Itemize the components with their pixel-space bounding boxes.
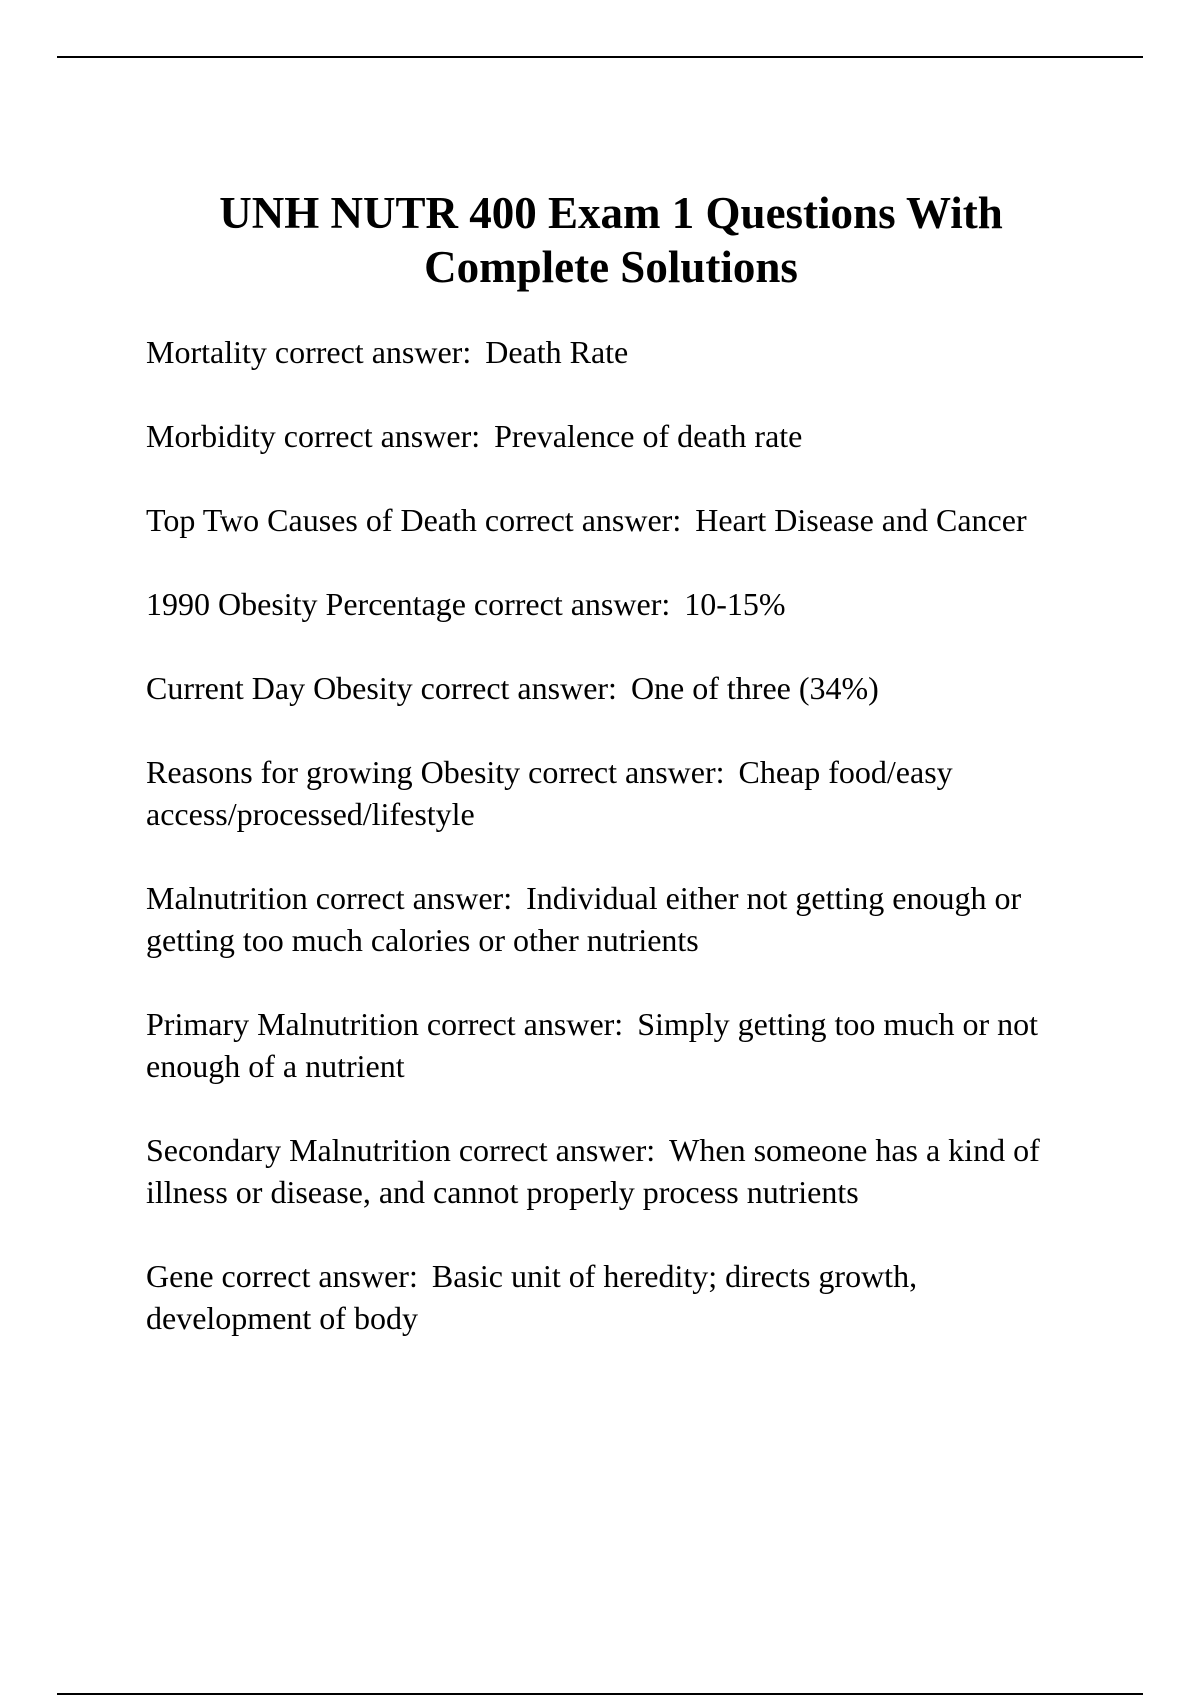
- qa-answer: Cheap food/easy access/processed/lifestyle: [146, 754, 953, 832]
- qa-answer: Basic unit of heredity; directs growth, development of body: [146, 1258, 918, 1336]
- qa-term: Reasons for growing Obesity: [146, 754, 521, 790]
- qa-answer-label: correct answer:: [484, 502, 682, 538]
- document-page: [146, 186, 1076, 1381]
- qa-term: Secondary Malnutrition: [146, 1132, 451, 1168]
- qa-answer-label: correct answer:: [221, 1258, 418, 1294]
- qa-item: [146, 331, 1076, 373]
- qa-answer-label: correct answer:: [458, 1132, 656, 1168]
- bottom-rule: [57, 1693, 1143, 1695]
- qa-term: 1990 Obesity Percentage: [146, 586, 466, 622]
- qa-answer: 10-15%: [684, 586, 786, 622]
- qa-term: Primary Malnutrition: [146, 1006, 419, 1042]
- qa-term: Mortality: [146, 334, 267, 370]
- qa-item: [146, 877, 1076, 961]
- document-title: UNH NUTR 400 Exam 1 Questions With Complete Solutions: [219, 188, 1003, 292]
- qa-item: [146, 1129, 1076, 1213]
- qa-answer: Simply getting too much or not enough of a nutrient: [146, 1006, 1039, 1084]
- qa-answer-label: correct answer:: [473, 586, 671, 622]
- qa-answer-label: correct answer:: [528, 754, 725, 790]
- qa-answer-label: correct answer:: [426, 1006, 624, 1042]
- qa-item: [146, 751, 1076, 835]
- qa-item: [146, 667, 1076, 709]
- qa-term: Current Day Obesity: [146, 670, 413, 706]
- qa-answer-label: correct answer:: [283, 418, 481, 454]
- qa-answer: When someone has a kind of illness or disease, and cannot properly process nutrients: [146, 1132, 1040, 1210]
- qa-item: [146, 1003, 1076, 1087]
- qa-answer-label: correct answer:: [315, 880, 513, 916]
- qa-answer-label: correct answer:: [420, 670, 617, 706]
- qa-term: Gene: [146, 1258, 214, 1294]
- qa-item: [146, 1255, 1076, 1339]
- qa-answer: Heart Disease and Cancer: [695, 502, 1027, 538]
- qa-answer-label: correct answer:: [274, 334, 472, 370]
- qa-item: [146, 415, 1076, 457]
- qa-answer: Death Rate: [485, 334, 629, 370]
- qa-term: Malnutrition: [146, 880, 308, 916]
- qa-term: Morbidity: [146, 418, 276, 454]
- qa-term: Top Two Causes of Death: [146, 502, 477, 538]
- qa-answer: One of three (34%): [630, 670, 879, 706]
- qa-item: [146, 583, 1076, 625]
- qa-list: [146, 331, 1076, 1339]
- qa-answer: Individual either not getting enough or getting too much calories or other nutrients: [146, 880, 1022, 958]
- top-rule: [57, 56, 1143, 58]
- qa-answer: Prevalence of death rate: [494, 418, 803, 454]
- qa-item: [146, 499, 1076, 541]
